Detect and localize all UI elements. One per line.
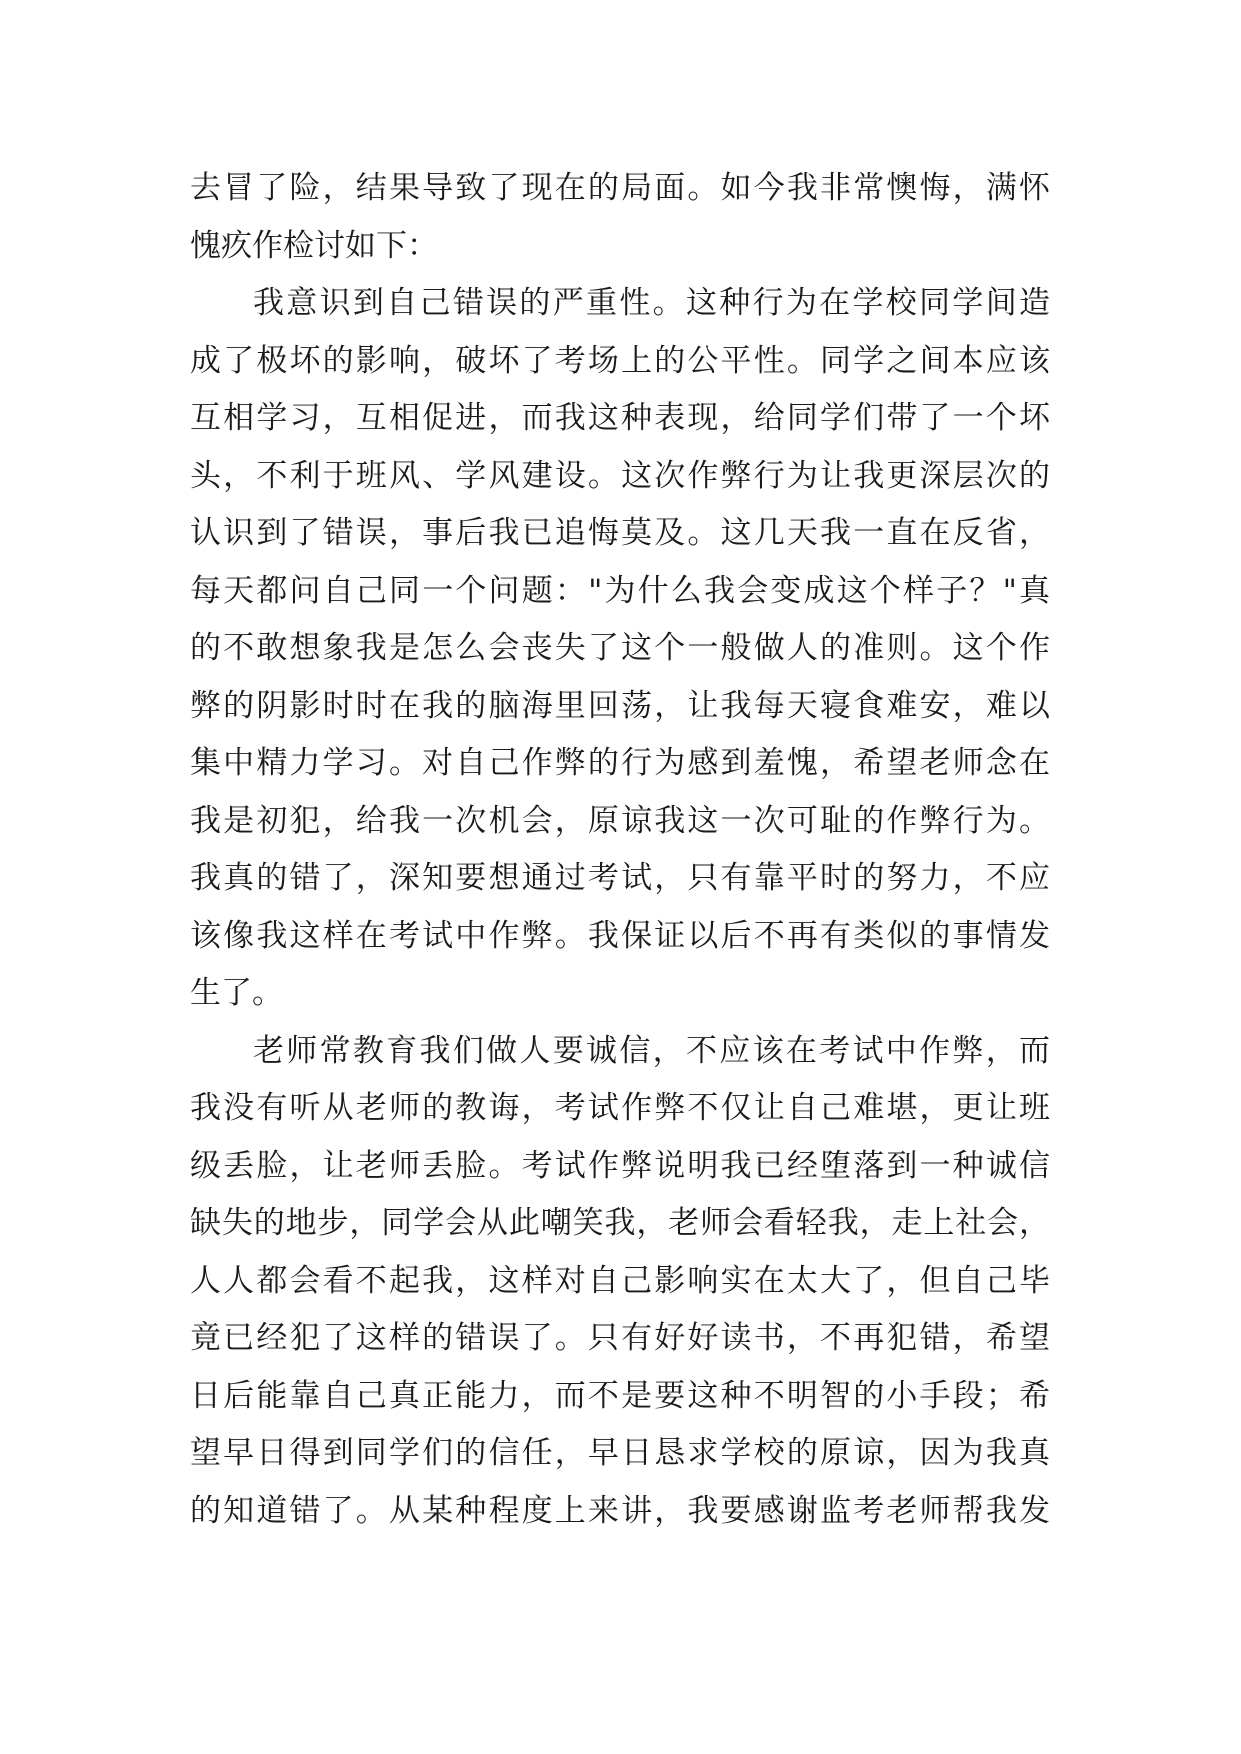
text-line: 老师常教育我们做人要诚信，不应该在考试中作弊，而 bbox=[253, 1032, 1050, 1069]
text-line: 的知道错了。从某种程度上来讲，我要感谢监考老师帮我发 bbox=[190, 1492, 1050, 1529]
text-line: 日后能靠自己真正能力，而不是要这种不明智的小手段；希 bbox=[190, 1377, 1050, 1414]
text-line: 生了。 bbox=[190, 975, 283, 1011]
text-line: 望早日得到同学们的信任，早日恳求学校的原谅，因为我真 bbox=[190, 1435, 1050, 1471]
text-line: 互相学习，互相促进，而我这种表现，给同学们带了一个坏 bbox=[190, 400, 1050, 436]
text-line: 人人都会看不起我，这样对自己影响实在太大了，但自己毕 bbox=[190, 1262, 1050, 1299]
text-line: 的不敢想象我是怎么会丧失了这个一般做人的准则。这个作 bbox=[190, 630, 1050, 666]
text-line: 该像我这样在考试中作弊。我保证以后不再有类似的事情发 bbox=[190, 917, 1050, 954]
text-line: 我意识到自己错误的严重性。这种行为在学校同学间造 bbox=[253, 285, 1050, 321]
text-line: 缺失的地步，同学会从此嘲笑我，老师会看轻我，走上社会， bbox=[190, 1205, 1050, 1241]
document-body bbox=[190, 160, 1050, 1540]
text-line: 认识到了错误，事后我已追悔莫及。这几天我一直在反省， bbox=[190, 515, 1050, 551]
text-line: 头，不利于班风、学风建设。这次作弊行为让我更深层次的 bbox=[190, 457, 1050, 494]
text-line: 每天都问自己同一个问题："为什么我会变成这个样子？"真 bbox=[190, 572, 1050, 609]
text-line: 我没有听从老师的教诲，考试作弊不仅让自己难堪，更让班 bbox=[190, 1090, 1050, 1126]
text-line: 我是初犯，给我一次机会，原谅我这一次可耻的作弊行为。 bbox=[190, 802, 1050, 839]
text-line: 成了极坏的影响，破坏了考场上的公平性。同学之间本应该 bbox=[190, 342, 1050, 379]
text-line: 我真的错了，深知要想通过考试，只有靠平时的努力，不应 bbox=[190, 860, 1050, 896]
text-line: 竟已经犯了这样的错误了。只有好好读书，不再犯错，希望 bbox=[190, 1320, 1050, 1356]
text-line: 去冒了险，结果导致了现在的局面。如今我非常懊悔，满怀 bbox=[190, 170, 1050, 206]
text-line: 弊的阴影时时在我的脑海里回荡，让我每天寝食难安，难以 bbox=[190, 687, 1050, 724]
text-line: 愧疚作检讨如下： bbox=[190, 227, 438, 264]
text-line: 级丢脸，让老师丢脸。考试作弊说明我已经堕落到一种诚信 bbox=[190, 1147, 1050, 1184]
text-line: 集中精力学习。对自己作弊的行为感到羞愧，希望老师念在 bbox=[190, 745, 1050, 781]
